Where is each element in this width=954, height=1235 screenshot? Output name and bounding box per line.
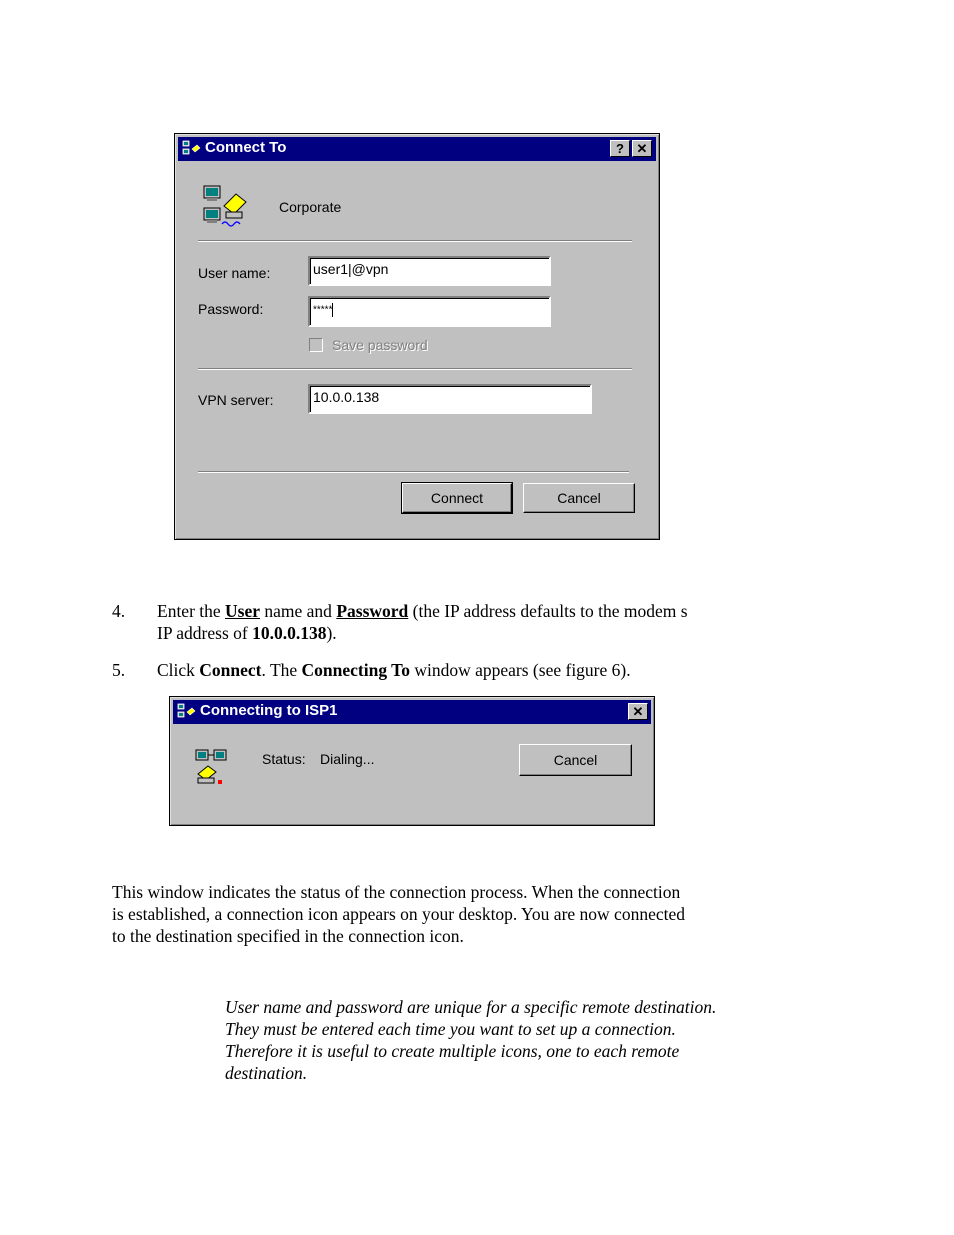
step-5-text-c: . The [261,660,302,680]
close-button[interactable]: ✕ [628,703,648,720]
connect-to-dialog [174,133,660,540]
step-4-text-e: (the IP address defaults to the modem s [408,601,688,621]
connect-button[interactable]: Connect [402,483,512,513]
step-4-line-1 [157,600,688,622]
vpn-server-input[interactable]: 10.0.0.138 [308,384,592,414]
step-4-text-a: Enter the [157,601,226,621]
body-paragraph [112,881,685,947]
password-mask: ***** [313,304,333,316]
dialog-title: Connecting to ISP1 [200,702,338,719]
help-button[interactable]: ? [610,140,630,157]
connection-name: Corporate [279,199,342,215]
status-value: Dialing... [320,751,375,767]
close-button[interactable]: ✕ [632,140,652,157]
connection-computers-icon [202,184,250,228]
body-line-1: This window indicates the status of the connection process. When the connection [112,882,681,902]
dial-up-networking-icon [177,703,197,719]
note-line-1: User name and password are unique for a specific remote destination. [225,997,717,1017]
cancel-button[interactable]: Cancel [519,744,632,776]
step-4-ip: 10.0.0.138 [252,623,327,643]
separator-middle [198,368,632,370]
vpn-server-label: VPN server: [198,392,274,408]
step-4-user: User [225,601,261,621]
note-line-2: They must be entered each time you want to set up a connection. [225,1019,676,1039]
step-5-line [157,659,631,681]
save-password-label: Save password [332,337,428,353]
save-password-checkbox[interactable] [309,338,323,352]
connecting-dialog [169,696,655,826]
password-label [198,301,263,317]
dialing-computers-icon [194,748,234,788]
connect-to-titlebar[interactable] [178,137,656,161]
username-label-text: User name: [198,265,271,281]
password-label-text: Password: [198,301,264,317]
separator-top [198,240,632,242]
step-4-text-g: ). [326,623,337,643]
note-line-3: Therefore it is useful to create multiple icons, one to each remote [225,1041,680,1061]
username-label [198,265,270,281]
dialog-title: Connect To [205,139,287,156]
dial-up-networking-icon [182,140,202,156]
connecting-titlebar[interactable] [173,700,651,724]
step-5-connecting-to: Connecting To [301,660,410,680]
password-input[interactable] [308,296,551,327]
step-5-connect: Connect [199,660,262,680]
step-4-password: Password [336,601,409,621]
body-line-3: to the destination specified in the connection icon. [112,926,464,946]
step-4-line-2 [157,622,337,644]
note-line-4: destination. [225,1063,308,1083]
step-5-number: 5. [112,660,126,680]
step-4-text-c: name and [260,601,337,621]
step-4-number: 4. [112,601,126,621]
username-input[interactable]: user1|@vpn [308,256,551,286]
separator-bottom [198,471,629,473]
step-4-text-f: IP address of [157,623,253,643]
status-label: Status: [262,751,306,767]
cancel-button[interactable]: Cancel [523,483,635,513]
note-paragraph [225,996,716,1084]
step-5-text-e: window appears (see figure 6). [409,660,631,680]
step-5-text-a: Click [157,660,200,680]
body-line-2: is established, a connection icon appears on your desktop. You are now connected [112,904,685,924]
text-caret [332,303,333,317]
